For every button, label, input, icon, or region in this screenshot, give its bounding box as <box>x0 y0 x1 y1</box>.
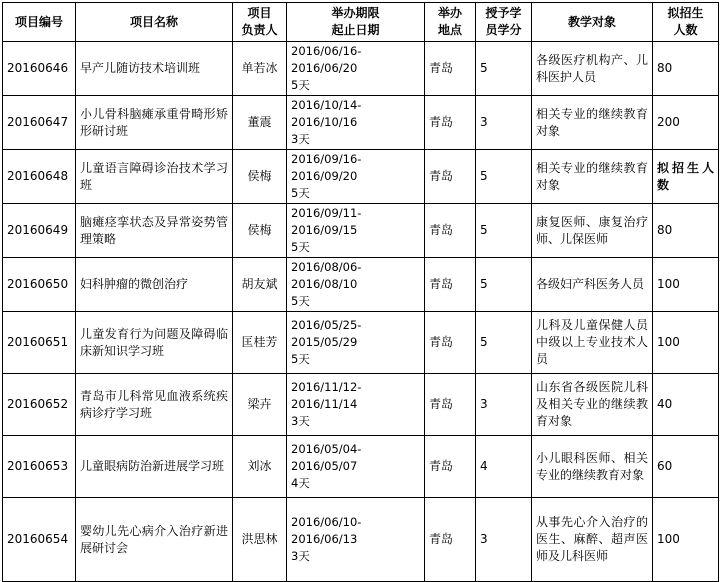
header-name: 项目名称 <box>76 3 233 42</box>
cell-dates: 2016/09/16-2016/09/20 5天 <box>287 150 425 204</box>
cell-credits: 4 <box>476 436 532 498</box>
cell-id: 20160653 <box>3 436 76 498</box>
cell-dates: 2016/05/04-2016/05/07 4天 <box>287 436 425 498</box>
course-table-container <box>2 2 719 582</box>
cell-place: 青岛 <box>425 96 476 150</box>
cell-id: 20160648 <box>3 150 76 204</box>
table-row <box>3 96 719 150</box>
cell-dates: 2016/10/14-2016/10/16 3天 <box>287 96 425 150</box>
cell-count: 80 <box>653 204 719 258</box>
table-row <box>3 204 719 258</box>
cell-id: 20160647 <box>3 96 76 150</box>
cell-dates: 2016/06/16-2016/06/20 5天 <box>287 42 425 96</box>
cell-dates: 2016/08/06-2016/08/10 5天 <box>287 258 425 312</box>
cell-credits: 5 <box>476 150 532 204</box>
cell-place: 青岛 <box>425 42 476 96</box>
cell-leader: 侯梅 <box>233 204 287 258</box>
header-row <box>3 3 719 42</box>
cell-place: 青岛 <box>425 498 476 582</box>
cell-count: 80 <box>653 42 719 96</box>
cell-leader: 刘冰 <box>233 436 287 498</box>
table-row <box>3 436 719 498</box>
cell-name: 儿童眼病防治新进展学习班 <box>76 436 233 498</box>
header-id: 项目编号 <box>3 3 76 42</box>
cell-credits: 5 <box>476 204 532 258</box>
cell-leader: 洪思林 <box>233 498 287 582</box>
cell-count: 100 <box>653 258 719 312</box>
cell-leader: 匡桂芳 <box>233 312 287 374</box>
header-place: 举办 地点 <box>425 3 476 42</box>
cell-count: 200 <box>653 96 719 150</box>
cell-credits: 3 <box>476 374 532 436</box>
cell-count: 拟招生人数 <box>653 150 719 204</box>
cell-credits: 3 <box>476 96 532 150</box>
cell-id: 20160652 <box>3 374 76 436</box>
cell-id: 20160646 <box>3 42 76 96</box>
cell-target: 小儿眼科医师、相关专业的继续教育对象 <box>532 436 653 498</box>
cell-credits: 5 <box>476 258 532 312</box>
cell-dates: 2016/06/10-2016/06/13 3天 <box>287 498 425 582</box>
header-dates: 举办期限 起止日期 <box>287 3 425 42</box>
cell-dates: 2016/05/25-2015/05/29 5天 <box>287 312 425 374</box>
cell-target: 相关专业的继续教育对象 <box>532 150 653 204</box>
cell-credits: 3 <box>476 498 532 582</box>
cell-name: 脑瘫痉挛状态及异常姿势管理策略 <box>76 204 233 258</box>
cell-name: 小儿骨科脑瘫承重骨畸形矫形研讨班 <box>76 96 233 150</box>
cell-place: 青岛 <box>425 436 476 498</box>
cell-credits: 5 <box>476 42 532 96</box>
cell-id: 20160654 <box>3 498 76 582</box>
cell-id: 20160650 <box>3 258 76 312</box>
cell-place: 青岛 <box>425 150 476 204</box>
table-row <box>3 258 719 312</box>
table-row <box>3 312 719 374</box>
table-row <box>3 374 719 436</box>
cell-count: 40 <box>653 374 719 436</box>
header-target: 教学对象 <box>532 3 653 42</box>
cell-target: 从事先心介入治疗的医生、麻醉、超声医师及儿科医师 <box>532 498 653 582</box>
cell-place: 青岛 <box>425 374 476 436</box>
cell-name: 早产儿随访技术培训班 <box>76 42 233 96</box>
cell-count: 100 <box>653 498 719 582</box>
cell-target: 儿科及儿童保健人员中级以上专业技术人员 <box>532 312 653 374</box>
cell-dates: 2016/11/12-2016/11/14 3天 <box>287 374 425 436</box>
cell-dates: 2016/09/11-2016/09/15 5天 <box>287 204 425 258</box>
cell-name: 妇科肿瘤的微创治疗 <box>76 258 233 312</box>
cell-id: 20160651 <box>3 312 76 374</box>
course-table <box>2 2 719 582</box>
table-row <box>3 42 719 96</box>
cell-target: 各级医疗机构产、儿科医护人员 <box>532 42 653 96</box>
cell-name: 儿童语言障碍诊治技术学习班 <box>76 150 233 204</box>
cell-place: 青岛 <box>425 312 476 374</box>
cell-target: 各级妇产科医务人员 <box>532 258 653 312</box>
cell-leader: 胡友斌 <box>233 258 287 312</box>
cell-target: 康复医师、康复治疗师、儿保医师 <box>532 204 653 258</box>
cell-target: 相关专业的继续教育对象 <box>532 96 653 150</box>
cell-leader: 董震 <box>233 96 287 150</box>
cell-name: 青岛市儿科常见血液系统疾病诊疗学习班 <box>76 374 233 436</box>
header-credits: 授予学 员学分 <box>476 3 532 42</box>
table-row <box>3 498 719 582</box>
cell-leader: 梁卉 <box>233 374 287 436</box>
cell-count: 60 <box>653 436 719 498</box>
header-count: 拟招生 人数 <box>653 3 719 42</box>
cell-name: 儿童发育行为问题及障碍临床新知识学习班 <box>76 312 233 374</box>
cell-credits: 5 <box>476 312 532 374</box>
cell-leader: 单若冰 <box>233 42 287 96</box>
cell-id: 20160649 <box>3 204 76 258</box>
cell-count: 100 <box>653 312 719 374</box>
cell-place: 青岛 <box>425 204 476 258</box>
table-row <box>3 150 719 204</box>
header-leader: 项目 负责人 <box>233 3 287 42</box>
cell-leader: 侯梅 <box>233 150 287 204</box>
cell-place: 青岛 <box>425 258 476 312</box>
cell-name: 婴幼儿先心病介入治疗新进展研讨会 <box>76 498 233 582</box>
cell-target: 山东省各级医院儿科及相关专业的继续教育对象 <box>532 374 653 436</box>
